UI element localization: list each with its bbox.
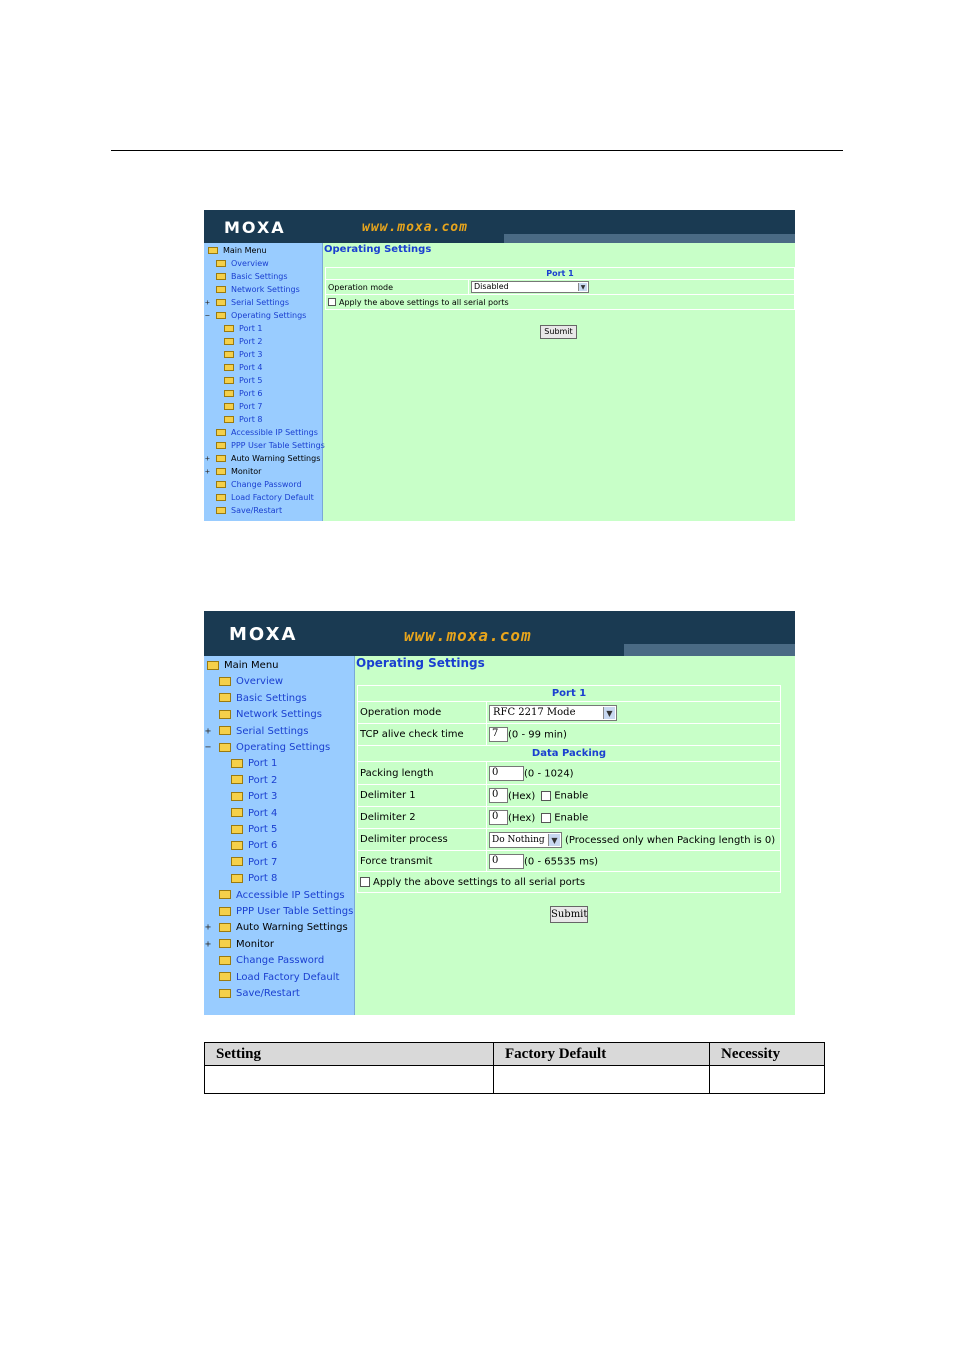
sidebar-item-change-password[interactable]: Change Password (216, 478, 302, 491)
folder-icon (224, 416, 234, 423)
folder-icon (219, 939, 231, 948)
folder-icon (231, 825, 243, 834)
col-necessity: Necessity (710, 1043, 825, 1066)
sidebar-item-port-7[interactable]: Port 7 (224, 400, 263, 413)
sidebar-item-basic-settings[interactable]: Basic Settings (216, 270, 288, 283)
screenshot-rfc2217-mode (204, 611, 795, 1015)
folder-icon (219, 907, 231, 916)
sidebar-item-network-settings[interactable]: Network Settings (216, 283, 300, 296)
folder-icon (231, 759, 243, 768)
moxa-logo: MOXA (224, 218, 286, 237)
folder-icon (216, 260, 226, 267)
folder-icon (231, 808, 243, 817)
chevron-down-icon: ▼ (603, 707, 615, 719)
operation-mode-label: Operation mode (326, 280, 469, 295)
sidebar-item-accessible-ip-settings[interactable]: Accessible IP Settings (216, 426, 318, 439)
sidebar-item-save-restart[interactable]: Save/Restart (219, 986, 300, 1002)
main-menu-sidebar (204, 656, 355, 1015)
menu-root[interactable]: Main Menu (208, 244, 267, 257)
apply-all-checkbox[interactable] (360, 877, 370, 887)
operation-mode-select[interactable]: Disabled ▼ (471, 281, 589, 293)
tcp-alive-range: (0 - 99 min) (508, 729, 567, 741)
sidebar-item-port-4[interactable]: Port 4 (231, 806, 277, 822)
folder-icon (207, 661, 219, 670)
sidebar-item-ppp-user-table-settings[interactable]: PPP User Table Settings (216, 439, 325, 452)
screenshot-disabled-mode (204, 210, 795, 521)
sidebar-item-port-5[interactable]: Port 5 (224, 374, 263, 387)
sidebar-item-overview[interactable]: Overview (219, 674, 283, 690)
folder-icon (224, 338, 234, 345)
sidebar-item-port-8[interactable]: Port 8 (224, 413, 263, 426)
folder-icon (219, 923, 231, 932)
moxa-url[interactable]: www.moxa.com (404, 626, 532, 645)
collapse-icon[interactable]: − (205, 311, 210, 320)
port-header: Port 1 (358, 686, 781, 702)
folder-icon (216, 494, 226, 501)
operating-settings-panel (323, 243, 795, 521)
folder-icon (216, 468, 226, 475)
settings-spec-table (204, 1042, 825, 1094)
delimiter-1-input[interactable]: 0 (489, 788, 508, 803)
sidebar-item-serial-settings[interactable]: Serial Settings (216, 296, 289, 309)
folder-icon (231, 874, 243, 883)
main-menu-sidebar (204, 243, 323, 521)
delimiter-1-enable-checkbox[interactable] (541, 791, 551, 801)
submit-button[interactable]: Submit (550, 906, 588, 923)
sidebar-item-auto-warning-settings[interactable]: Auto Warning Settings (216, 452, 320, 465)
col-factory-default: Factory Default (494, 1043, 710, 1066)
sidebar-item-port-3[interactable]: Port 3 (231, 789, 277, 805)
folder-icon (216, 273, 226, 280)
sidebar-item-load-factory-default[interactable]: Load Factory Default (216, 491, 314, 504)
delimiter-1-enable-label: Enable (554, 790, 589, 802)
tcp-alive-input[interactable]: 7 (489, 727, 508, 742)
delimiter-1-hex: (Hex) (508, 790, 536, 802)
settings-table (325, 267, 795, 310)
sidebar-item-ppp-user-table-settings[interactable]: PPP User Table Settings (219, 904, 353, 920)
port-header: Port 1 (326, 268, 795, 280)
sidebar-item-port-4[interactable]: Port 4 (224, 361, 263, 374)
apply-all-label: Apply the above settings to all serial ports (339, 297, 509, 307)
sidebar-item-save-restart[interactable]: Save/Restart (216, 504, 282, 517)
folder-icon (216, 442, 226, 449)
expand-icon[interactable]: + (205, 938, 212, 950)
folder-icon (216, 481, 226, 488)
folder-icon (224, 403, 234, 410)
delimiter-2-hex: (Hex) (508, 812, 536, 824)
delimiter-process-note: (Processed only when Packing length is 0) (565, 834, 776, 846)
folder-icon (224, 351, 234, 358)
sidebar-item-load-factory-default[interactable]: Load Factory Default (219, 970, 339, 986)
folder-icon (219, 989, 231, 998)
sidebar-item-overview[interactable]: Overview (216, 257, 269, 270)
delimiter-1-label: Delimiter 1 (358, 785, 487, 807)
table-row (205, 1066, 825, 1094)
folder-icon (219, 890, 231, 899)
force-transmit-range: (0 - 65535 ms) (524, 856, 599, 867)
submit-button[interactable]: Submit (540, 325, 577, 339)
folder-icon (219, 710, 231, 719)
force-transmit-label: Force transmit (358, 851, 487, 872)
folder-icon (216, 312, 226, 319)
folder-icon (219, 726, 231, 735)
data-packing-header: Data Packing (358, 746, 781, 762)
sidebar-item-change-password[interactable]: Change Password (219, 953, 324, 969)
sidebar-item-port-6[interactable]: Port 6 (231, 838, 277, 854)
sidebar-item-port-1[interactable]: Port 1 (224, 322, 263, 335)
operation-mode-select[interactable]: RFC 2217 Mode ▼ (489, 705, 617, 721)
folder-icon (231, 792, 243, 801)
folder-icon (219, 956, 231, 965)
sidebar-item-port-2[interactable]: Port 2 (231, 773, 277, 789)
sidebar-item-basic-settings[interactable]: Basic Settings (219, 691, 307, 707)
folder-icon (231, 841, 243, 850)
apply-all-checkbox[interactable] (328, 298, 336, 306)
folder-icon (224, 325, 234, 332)
folder-icon (216, 507, 226, 514)
chevron-down-icon: ▼ (548, 834, 560, 846)
folder-icon (216, 455, 226, 462)
folder-icon (208, 247, 218, 254)
sidebar-item-monitor[interactable]: Monitor (216, 465, 261, 478)
moxa-banner (204, 611, 795, 656)
collapse-icon[interactable]: − (205, 742, 212, 753)
expand-icon[interactable]: + (205, 298, 210, 307)
packing-length-label: Packing length (358, 762, 487, 785)
page-title: Operating Settings (324, 244, 432, 255)
folder-icon (224, 377, 234, 384)
folder-icon (219, 972, 231, 981)
folder-icon (219, 677, 231, 686)
sidebar-item-port-2[interactable]: Port 2 (224, 335, 263, 348)
expand-icon[interactable]: + (205, 725, 212, 737)
sidebar-item-port-8[interactable]: Port 8 (231, 871, 277, 887)
expand-icon[interactable]: + (205, 922, 212, 934)
apply-all-label: Apply the above settings to all serial ports (373, 876, 586, 888)
settings-table (357, 685, 781, 893)
menu-root[interactable]: Main Menu (207, 658, 279, 674)
delimiter-2-input[interactable]: 0 (489, 810, 508, 825)
expand-icon[interactable]: + (205, 467, 210, 476)
folder-icon (231, 857, 243, 866)
sidebar-item-accessible-ip-settings[interactable]: Accessible IP Settings (219, 888, 345, 904)
expand-icon[interactable]: + (205, 454, 210, 463)
folder-icon (216, 299, 226, 306)
moxa-url[interactable]: www.moxa.com (362, 220, 468, 235)
sidebar-item-auto-warning-settings[interactable]: Auto Warning Settings (219, 920, 348, 936)
sidebar-item-operating-settings[interactable]: Operating Settings (216, 309, 306, 322)
folder-icon (219, 743, 231, 752)
folder-icon (216, 429, 226, 436)
sidebar-item-network-settings[interactable]: Network Settings (219, 707, 322, 723)
sidebar-item-port-5[interactable]: Port 5 (231, 822, 277, 838)
folder-icon (231, 775, 243, 784)
delimiter-2-enable-label: Enable (554, 812, 589, 824)
force-transmit-input[interactable]: 0 (489, 854, 524, 869)
sidebar-item-port-1[interactable]: Port 1 (231, 756, 277, 772)
delimiter-process-label: Delimiter process (358, 829, 487, 851)
delimiter-2-label: Delimiter 2 (358, 807, 487, 829)
col-setting: Setting (205, 1043, 494, 1066)
sidebar-item-port-6[interactable]: Port 6 (224, 387, 263, 400)
sidebar-item-port-3[interactable]: Port 3 (224, 348, 263, 361)
delimiter-2-enable-checkbox[interactable] (541, 813, 551, 823)
operating-settings-panel (355, 656, 795, 1015)
sidebar-item-serial-settings[interactable]: Serial Settings (219, 724, 309, 740)
page-title: Operating Settings (356, 656, 485, 670)
chevron-down-icon: ▼ (578, 283, 587, 291)
header-rule (111, 150, 843, 151)
folder-icon (224, 364, 234, 371)
moxa-logo: MOXA (229, 624, 298, 645)
moxa-banner (204, 210, 795, 243)
tcp-alive-label: TCP alive check time (358, 724, 487, 746)
sidebar-item-operating-settings[interactable]: Operating Settings (219, 740, 330, 756)
packing-length-input[interactable]: 0 (489, 766, 524, 781)
folder-icon (224, 390, 234, 397)
packing-length-range: (0 - 1024) (524, 768, 574, 779)
delimiter-process-select[interactable]: Do Nothing ▼ (489, 832, 562, 848)
folder-icon (219, 693, 231, 702)
sidebar-item-monitor[interactable]: Monitor (219, 937, 274, 953)
folder-icon (216, 286, 226, 293)
sidebar-item-port-7[interactable]: Port 7 (231, 855, 277, 871)
operation-mode-label: Operation mode (358, 702, 487, 724)
